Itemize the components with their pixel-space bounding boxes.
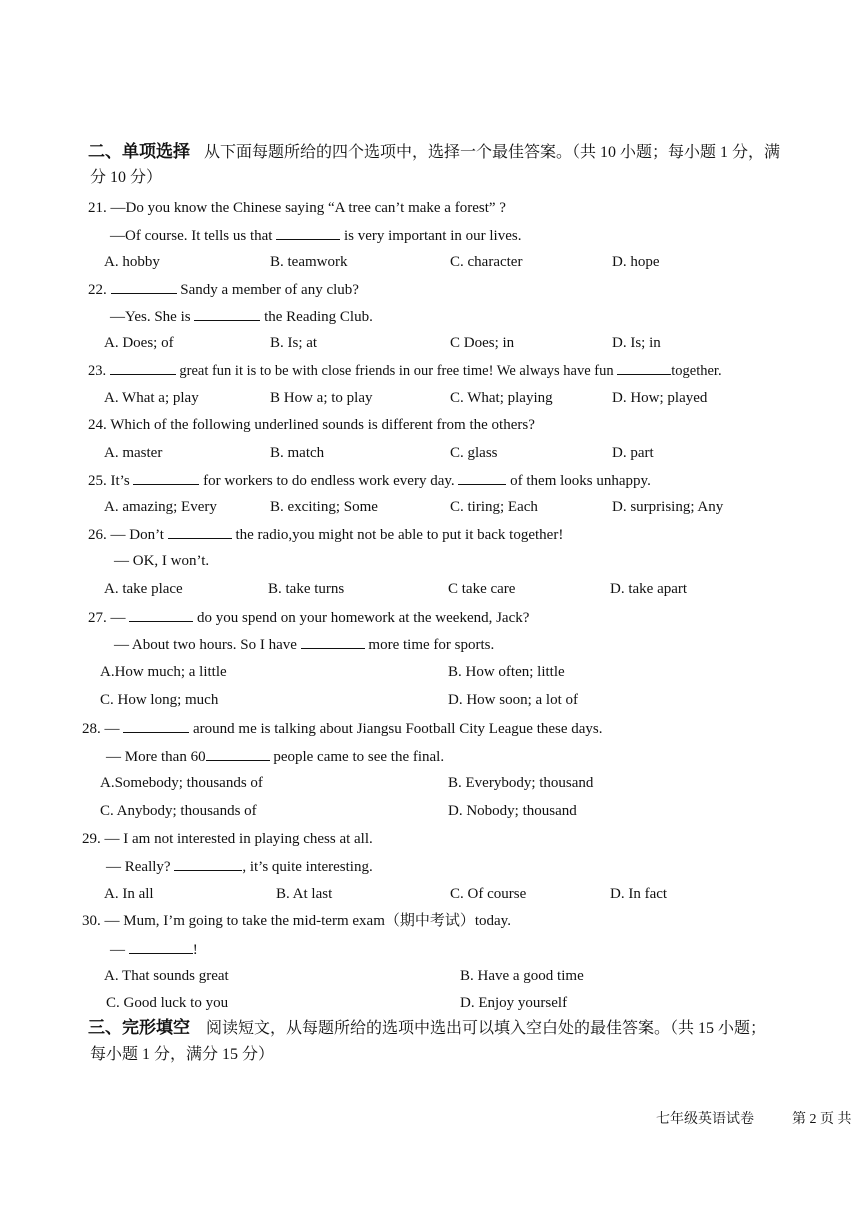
question-text: people came to see the final.: [273, 749, 445, 765]
question-26-line2: — OK, I won’t.: [114, 553, 210, 569]
question-text: — More than 60: [106, 749, 206, 765]
option-23c: C. What; playing: [450, 390, 553, 406]
question-text: together.: [671, 363, 722, 379]
footer-page-number: 第 2 页 共: [792, 1112, 852, 1127]
question-text: is very important in our lives.: [343, 228, 522, 244]
question-30-line2: [110, 939, 198, 960]
option-25d: D. surprising; Any: [612, 499, 724, 515]
option-22d: D. Is; in: [612, 335, 661, 351]
question-27-line1: [88, 607, 529, 628]
question-text: —Do you know the Chinese saying “A tree can’t make a forest” ?: [110, 200, 506, 216]
option-24c: C. glass: [450, 445, 498, 461]
question-22-line1: [88, 279, 359, 300]
option-27b: B. How often; little: [448, 664, 565, 680]
option-30a: A. That sounds great: [104, 968, 229, 984]
option-24d: D. part: [612, 445, 654, 461]
answer-blank: [301, 634, 365, 649]
option-25c: C. tiring; Each: [450, 499, 538, 515]
question-text: — About two hours. So I have: [114, 637, 297, 653]
question-29-line2: [106, 856, 373, 877]
answer-blank: [111, 279, 177, 294]
question-text: —Of course. It tells us that: [110, 228, 273, 244]
answer-blank: [276, 225, 340, 240]
question-text: of them looks unhappy.: [510, 473, 651, 489]
option-24a: A. master: [104, 445, 163, 461]
option-26c: C take care: [448, 581, 516, 597]
section-3-instruction-cont: 每小题 1 分，满分 15 分）: [90, 1046, 275, 1063]
footer-exam-title: 七年级英语试卷: [656, 1112, 754, 1127]
option-23b: B How a; to play: [270, 390, 373, 406]
question-25-line1: [88, 470, 651, 491]
option-27d: D. How soon; a lot of: [448, 692, 578, 708]
option-30d: D. Enjoy yourself: [460, 995, 568, 1011]
option-25a: A. amazing; Every: [104, 499, 217, 515]
question-text: —: [110, 610, 126, 626]
answer-blank: [123, 718, 189, 733]
question-text: , it’s quite interesting.: [242, 859, 373, 875]
question-23-line1: [88, 360, 722, 381]
question-21-line2: [110, 225, 521, 246]
question-30-line1: [82, 911, 511, 931]
question-number: 25.: [88, 473, 107, 489]
answer-blank: [129, 607, 193, 622]
option-22a: A. Does; of: [104, 335, 174, 351]
section-2-header: [88, 142, 780, 163]
option-28c: C. Anybody; thousands of: [100, 803, 257, 819]
question-29-line1: [82, 829, 373, 849]
option-26d: D. take apart: [610, 581, 688, 597]
option-23d: D. How; played: [612, 390, 708, 406]
option-22c: C Does; in: [450, 335, 515, 351]
question-28-line2: [106, 746, 444, 767]
question-number: 24.: [88, 417, 107, 433]
question-text: around me is talking about Jiangsu Football City League these days.: [193, 721, 603, 737]
option-23a: A. What a; play: [104, 390, 199, 406]
answer-blank: [110, 360, 176, 375]
question-text: — Mum, I’m going to take the mid-term exam（期中考试）today.: [104, 913, 511, 929]
option-25b: B. exciting; Some: [270, 499, 378, 515]
question-number: 26.: [88, 527, 107, 543]
question-text: —: [110, 942, 125, 958]
question-text: !: [192, 942, 198, 958]
answer-blank: [206, 746, 270, 761]
answer-blank: [194, 306, 260, 321]
option-21a: A. hobby: [104, 254, 160, 270]
option-26b: B. take turns: [268, 581, 345, 597]
question-text: Sandy a member of any club?: [180, 282, 359, 298]
answer-blank: [168, 524, 232, 539]
question-number: 27.: [88, 610, 107, 626]
option-27a: A.How much; a little: [100, 664, 227, 680]
option-30b: B. Have a good time: [460, 968, 584, 984]
section-2-instruction: 从下面每题所给的四个选项中，选择一个最佳答案。（共 10 小题；每小题 1 分，满: [204, 144, 781, 161]
answer-blank: [133, 470, 199, 485]
option-21b: B. teamwork: [270, 254, 348, 270]
option-28b: B. Everybody; thousand: [448, 775, 594, 791]
option-28d: D. Nobody; thousand: [448, 803, 577, 819]
question-text: It’s: [110, 473, 130, 489]
question-text: — Really?: [106, 859, 171, 875]
option-29a: A. In all: [104, 886, 154, 902]
option-29c: C. Of course: [450, 886, 527, 902]
question-number: 28.: [82, 721, 101, 737]
answer-blank: [129, 939, 193, 954]
option-21c: C. character: [450, 254, 523, 270]
question-28-line1: [82, 718, 603, 739]
answer-blank: [174, 856, 242, 871]
question-text: —Yes. She is: [110, 309, 191, 325]
question-text: great fun it is to be with close friends in our free time! We always have fun: [179, 363, 614, 379]
section-3-title: 三、完形填空: [88, 1018, 190, 1037]
section-2-instruction-cont: 分 10 分）: [90, 169, 163, 186]
question-number: 23.: [88, 363, 107, 379]
question-22-line2: [110, 306, 373, 327]
question-text: — I am not interested in playing chess at all.: [104, 831, 373, 847]
question-text: more time for sports.: [368, 637, 495, 653]
question-26-line1: [88, 524, 563, 545]
question-24-line1: [88, 415, 535, 435]
question-text: the Reading Club.: [264, 309, 373, 325]
section-3-header: [88, 1018, 766, 1039]
question-number: 29.: [82, 831, 101, 847]
option-26a: A. take place: [104, 581, 183, 597]
option-21d: D. hope: [612, 254, 660, 270]
question-21-line1: [88, 198, 506, 218]
option-29d: D. In fact: [610, 886, 668, 902]
question-text: —: [104, 721, 120, 737]
answer-blank: [458, 470, 506, 485]
question-number: 30.: [82, 913, 101, 929]
option-28a: A.Somebody; thousands of: [100, 775, 263, 791]
question-text: Which of the following underlined sounds is different from the others?: [110, 417, 535, 433]
option-27c: C. How long; much: [100, 692, 219, 708]
option-29b: B. At last: [276, 886, 333, 902]
option-24b: B. match: [270, 445, 325, 461]
option-30c: C. Good luck to you: [106, 995, 229, 1011]
section-3-instruction: 阅读短文，从每题所给的选项中选出可以填入空白处的最佳答案。（共 15 小题；: [206, 1020, 767, 1037]
question-text: do you spend on your homework at the weekend, Jack?: [197, 610, 530, 626]
question-number: 21.: [88, 200, 107, 216]
section-2-title: 二、单项选择: [88, 142, 190, 161]
question-text: the radio,you might not be able to put it back together!: [235, 527, 564, 543]
question-text: — Don’t: [110, 527, 164, 543]
question-number: 22.: [88, 282, 107, 298]
answer-blank: [617, 360, 671, 375]
question-text: for workers to do endless work every day.: [203, 473, 455, 489]
question-27-line2: [114, 634, 494, 655]
option-22b: B. Is; at: [270, 335, 318, 351]
